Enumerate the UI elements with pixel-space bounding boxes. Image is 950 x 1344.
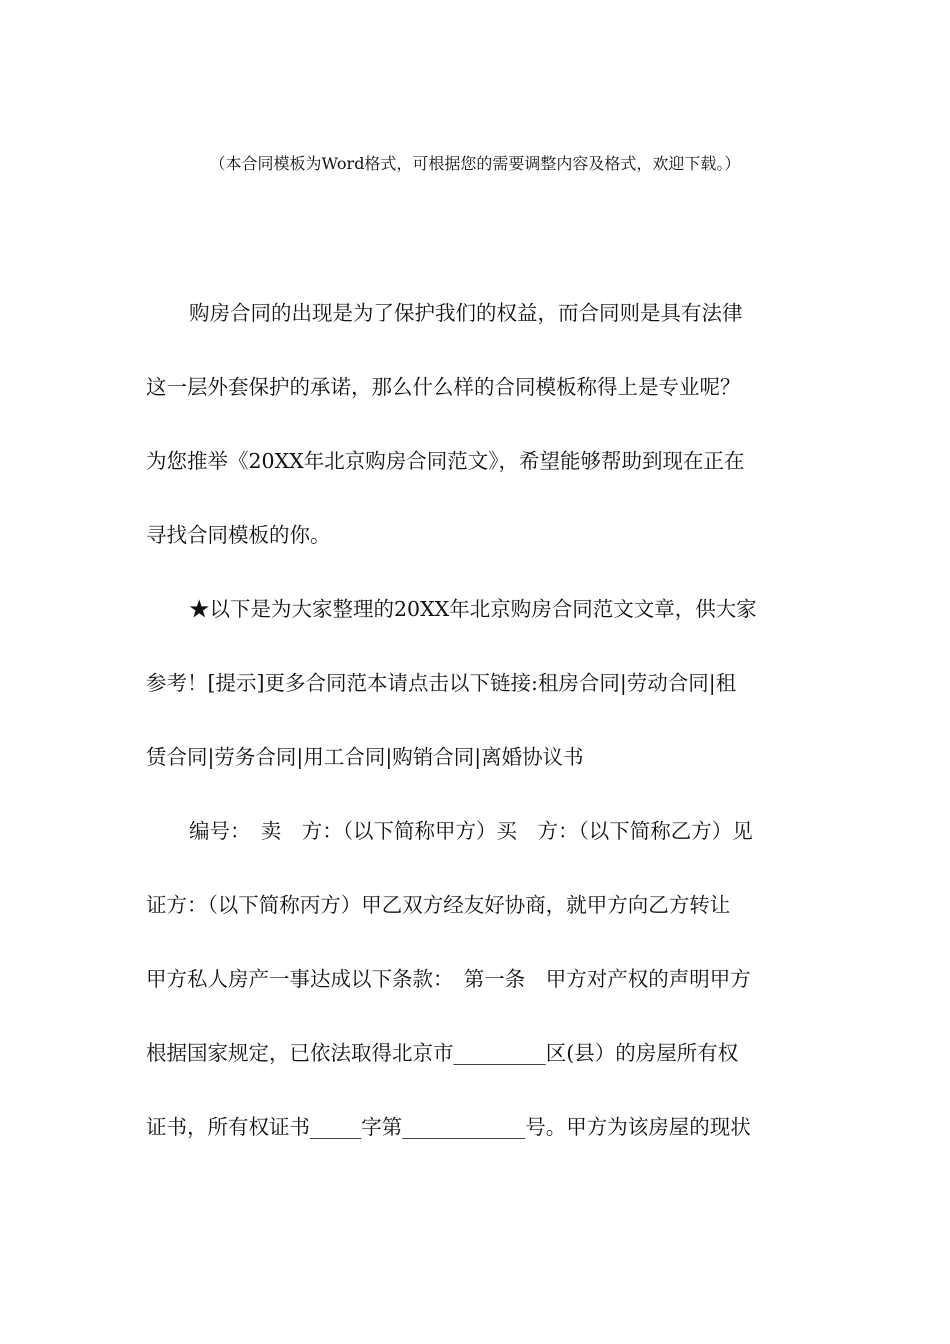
template-format-note: （本合同模板为Word格式，可根据您的需要调整内容及格式，欢迎下载。） <box>209 154 741 173</box>
paragraph-line: 这一层外套保护的承诺，那么什么样的合同模板称得上是专业呢？ <box>146 375 741 399</box>
paragraph-line: 赁合同|劳务合同|用工合同|购销合同|离婚协议书 <box>146 745 584 769</box>
paragraph-line: 为您推举《20XX年北京购房合同范文》，希望能够帮助到现在正在 <box>146 449 745 473</box>
paragraph-line: 甲方私人房产一事达成以下条款： 第一条 甲方对产权的声明甲方 <box>146 967 751 991</box>
paragraph-line: 购房合同的出现是为了保护我们的权益，而合同则是具有法律 <box>189 301 743 325</box>
paragraph-line: 参考！[提示]更多合同范本请点击以下链接:租房合同|劳动合同|租 <box>146 671 737 695</box>
paragraph-line: 编号： 卖 方：（以下简称甲方）买 方：（以下简称乙方）见 <box>189 819 753 843</box>
paragraph-line: 证方：（以下简称丙方）甲乙双方经友好协商，就甲方向乙方转让 <box>146 893 731 917</box>
paragraph-line: ★以下是为大家整理的20XX年北京购房合同范文文章，供大家 <box>189 597 757 621</box>
paragraph-line: 证书，所有权证书_____字第____________号。甲方为该房屋的现状 <box>146 1115 751 1139</box>
document-body <box>146 290 808 1178</box>
paragraph-line: 根据国家规定，已依法取得北京市_________区(县）的房屋所有权 <box>146 1041 739 1065</box>
paragraph-line: 寻找合同模板的你。 <box>146 523 331 547</box>
